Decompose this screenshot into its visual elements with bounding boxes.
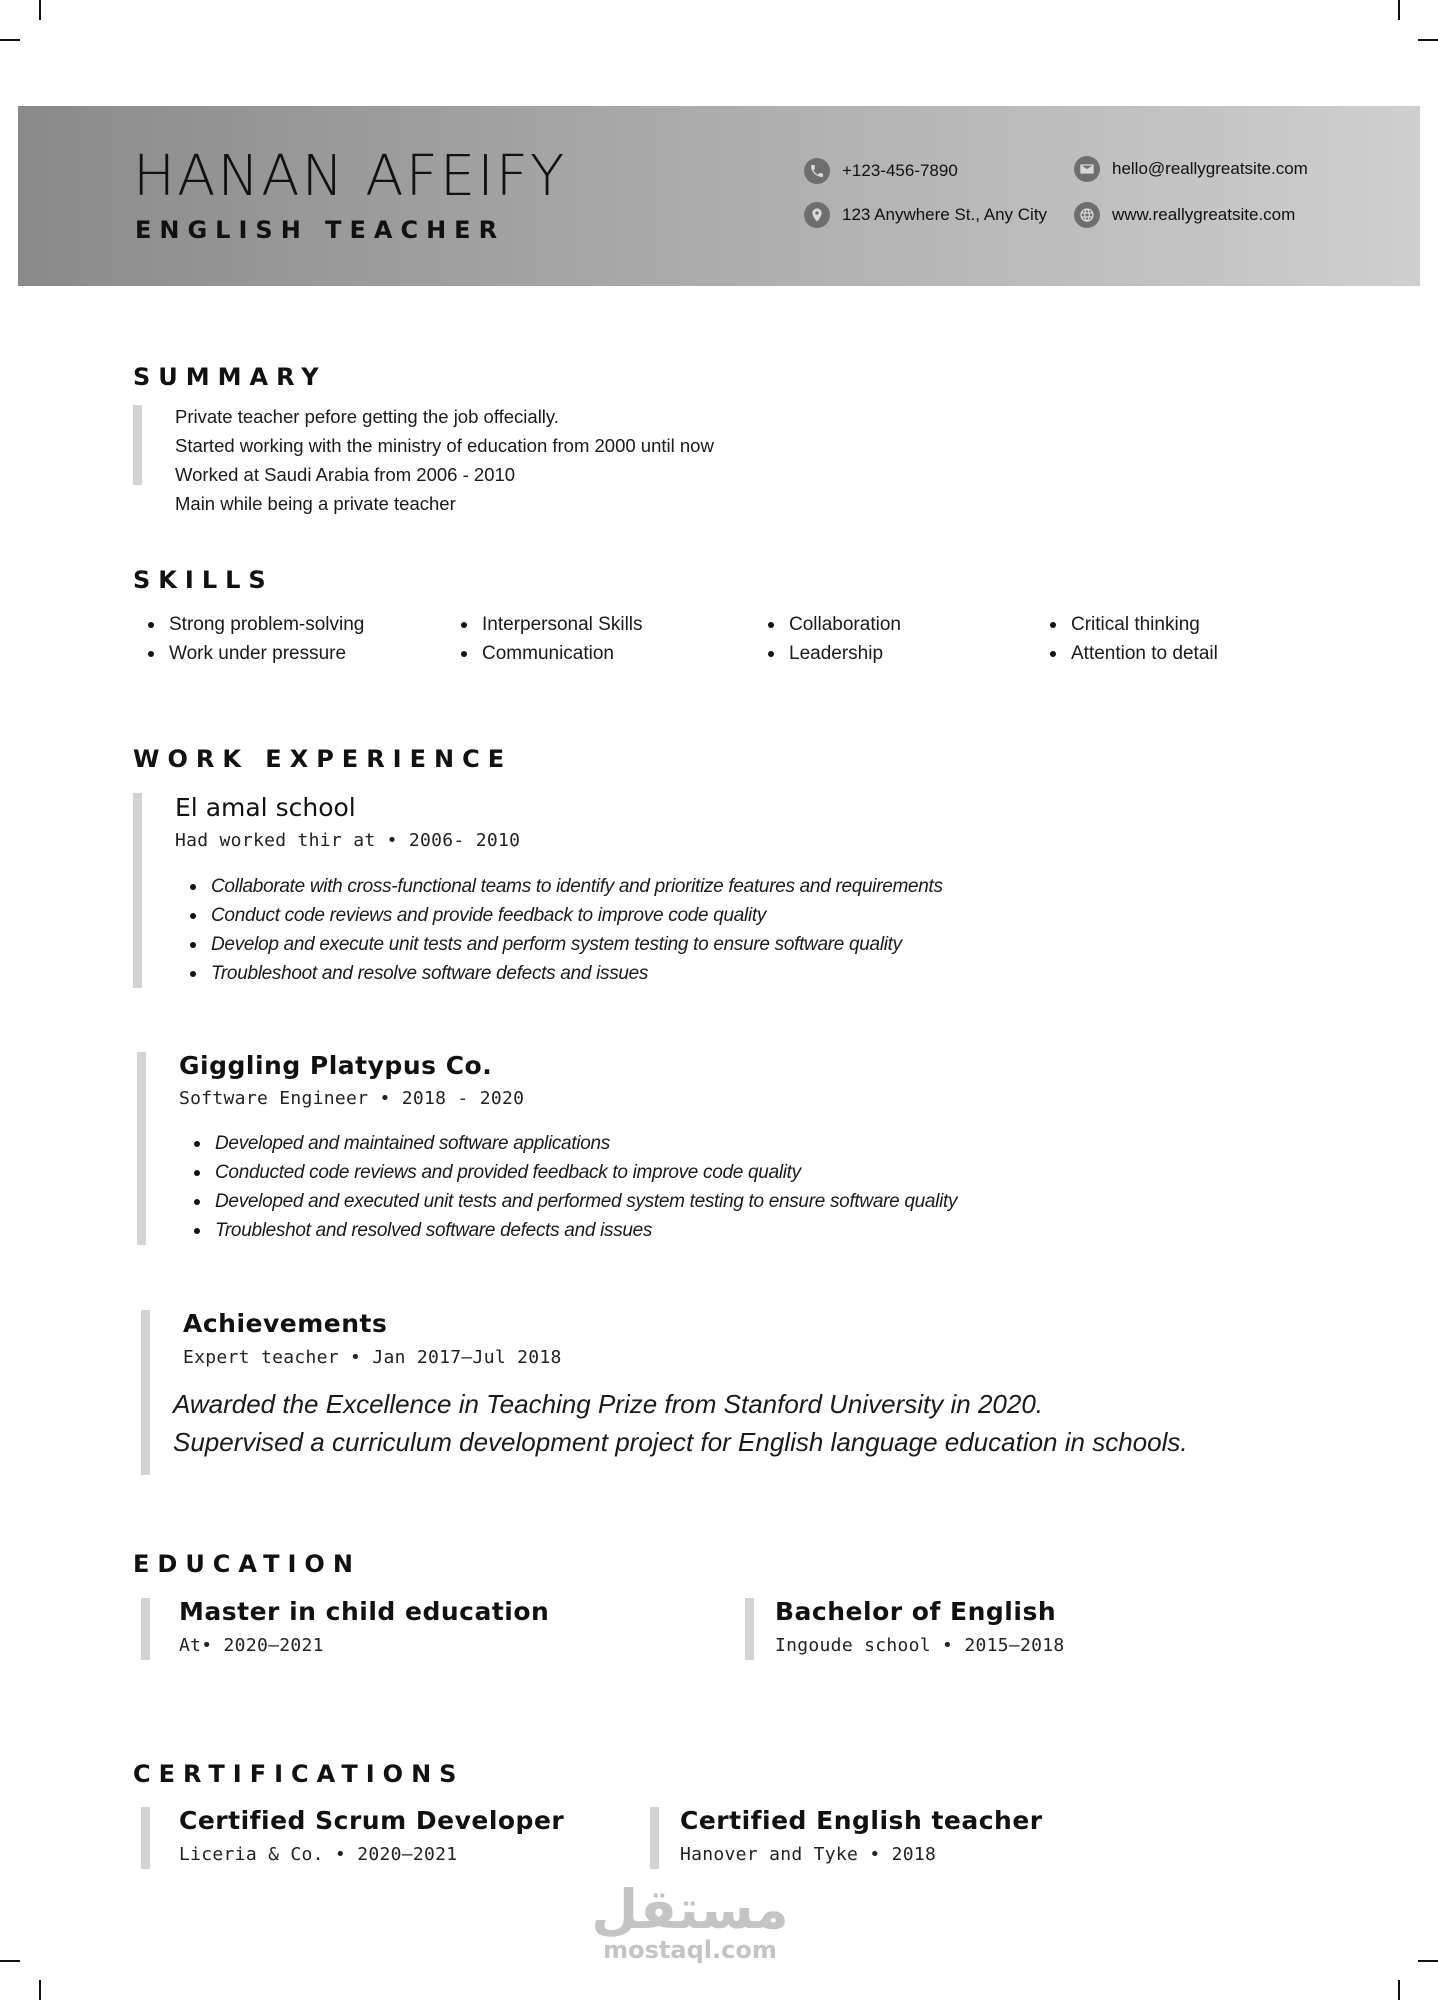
certification-detail: Liceria & Co. • 2020–2021 [179, 1844, 458, 1865]
person-name: HANAN AFEIFY [133, 144, 567, 209]
work-entry-title: El amal school [175, 793, 356, 822]
certification-name: Certified Scrum Developer [179, 1806, 565, 1835]
summary-bar [133, 405, 142, 485]
job-title: ENGLISH TEACHER [135, 216, 506, 244]
education-bar [141, 1598, 150, 1660]
work-entry-bullets [191, 1129, 957, 1245]
header-band [18, 106, 1420, 286]
education-degree: Master in child education [179, 1597, 550, 1626]
skill-item: Interpersonal Skills [459, 610, 643, 639]
summary-heading: SUMMARY [133, 363, 327, 391]
summary-line: Worked at Saudi Arabia from 2006 - 2010 [175, 464, 516, 485]
work-bullet: Troubleshoot and resolve software defects and issues [187, 959, 943, 988]
contact-website[interactable] [1074, 202, 1295, 228]
achievement-line: Awarded the Excellence in Teaching Prize from Stanford University in 2020. [173, 1389, 1044, 1419]
education-heading: EDUCATION [133, 1550, 361, 1578]
skill-item: Collaboration [766, 610, 901, 639]
website-text: www.reallygreatsite.com [1112, 205, 1296, 224]
achievement-line: Supervised a curriculum development project for English language education in schools. [173, 1427, 1188, 1457]
work-bullet: Developed and executed unit tests and performed system testing to ensure software quality [191, 1187, 957, 1216]
crop-mark [39, 1980, 41, 2000]
watermark-arabic: مستقل [591, 1878, 789, 1941]
crop-mark [1398, 0, 1400, 20]
certifications-heading: CERTIFICATIONS [133, 1760, 465, 1788]
work-entry-title: Giggling Platypus Co. [179, 1051, 493, 1080]
contact-email[interactable] [1074, 156, 1308, 182]
work-bullet: Conduct code reviews and provide feedback to improve code quality [187, 901, 943, 930]
skills-column [146, 610, 364, 668]
skills-heading: SKILLS [133, 566, 274, 594]
phone-text: +123-456-7890 [842, 161, 958, 180]
work-bullet: Conducted code reviews and provided feedback to improve code quality [191, 1158, 957, 1187]
achievements-text [173, 1385, 1188, 1461]
crop-mark [39, 0, 41, 20]
skill-item: Strong problem-solving [146, 610, 364, 639]
achievements-bar [141, 1310, 150, 1475]
certification-bar [141, 1807, 150, 1869]
skill-item: Work under pressure [146, 639, 364, 668]
summary-line: Started working with the ministry of education from 2000 until now [175, 435, 714, 456]
work-bullet: Develop and execute unit tests and perform system testing to ensure software quality [187, 930, 943, 959]
crop-mark [1418, 39, 1438, 41]
skill-item: Communication [459, 639, 643, 668]
contact-phone[interactable] [804, 158, 958, 184]
work-bullet: Collaborate with cross-functional teams to identify and prioritize features and requirements [187, 872, 943, 901]
achievements-title: Achievements [183, 1309, 388, 1338]
certification-bar [650, 1807, 659, 1869]
work-bullet: Developed and maintained software applications [191, 1129, 957, 1158]
summary-line: Main while being a private teacher [175, 493, 456, 514]
work-entry-bar [133, 793, 142, 988]
education-detail: At• 2020–2021 [179, 1635, 324, 1656]
education-detail: Ingoude school • 2015–2018 [775, 1635, 1065, 1656]
work-bullet: Troubleshot and resolved software defects and issues [191, 1216, 957, 1245]
summary-text [175, 402, 714, 518]
work-entry-bullets [187, 872, 943, 988]
skill-item: Critical thinking [1048, 610, 1218, 639]
watermark-latin: mostaql.com [603, 1936, 777, 1964]
skills-column [766, 610, 901, 668]
skills-column [1048, 610, 1218, 668]
work-heading: WORK EXPERIENCE [133, 745, 513, 773]
phone-icon [804, 158, 830, 184]
summary-line: Private teacher pefore getting the job offecially. [175, 406, 559, 427]
certification-detail: Hanover and Tyke • 2018 [680, 1844, 937, 1865]
crop-mark [1418, 1960, 1438, 1962]
location-icon [804, 202, 830, 228]
education-degree: Bachelor of English [775, 1597, 1057, 1626]
crop-mark [1398, 1980, 1400, 2000]
education-bar [745, 1598, 754, 1660]
email-icon [1074, 156, 1100, 182]
address-text: 123 Anywhere St., Any City [842, 205, 1048, 224]
contact-address [804, 202, 1047, 228]
mostaql-watermark [560, 1880, 820, 1964]
email-text: hello@reallygreatsite.com [1112, 159, 1308, 178]
skill-item: Leadership [766, 639, 901, 668]
certification-name: Certified English teacher [680, 1806, 1043, 1835]
skills-column [459, 610, 643, 668]
achievements-subtitle: Expert teacher • Jan 2017–Jul 2018 [183, 1347, 562, 1368]
skill-item: Attention to detail [1048, 639, 1218, 668]
globe-icon [1074, 202, 1100, 228]
work-entry-subtitle: Had worked thir at • 2006- 2010 [175, 830, 521, 851]
work-entry-bar [137, 1052, 146, 1245]
work-entry-subtitle: Software Engineer • 2018 - 2020 [179, 1088, 525, 1109]
crop-mark [0, 1960, 20, 1962]
crop-mark [0, 39, 20, 41]
